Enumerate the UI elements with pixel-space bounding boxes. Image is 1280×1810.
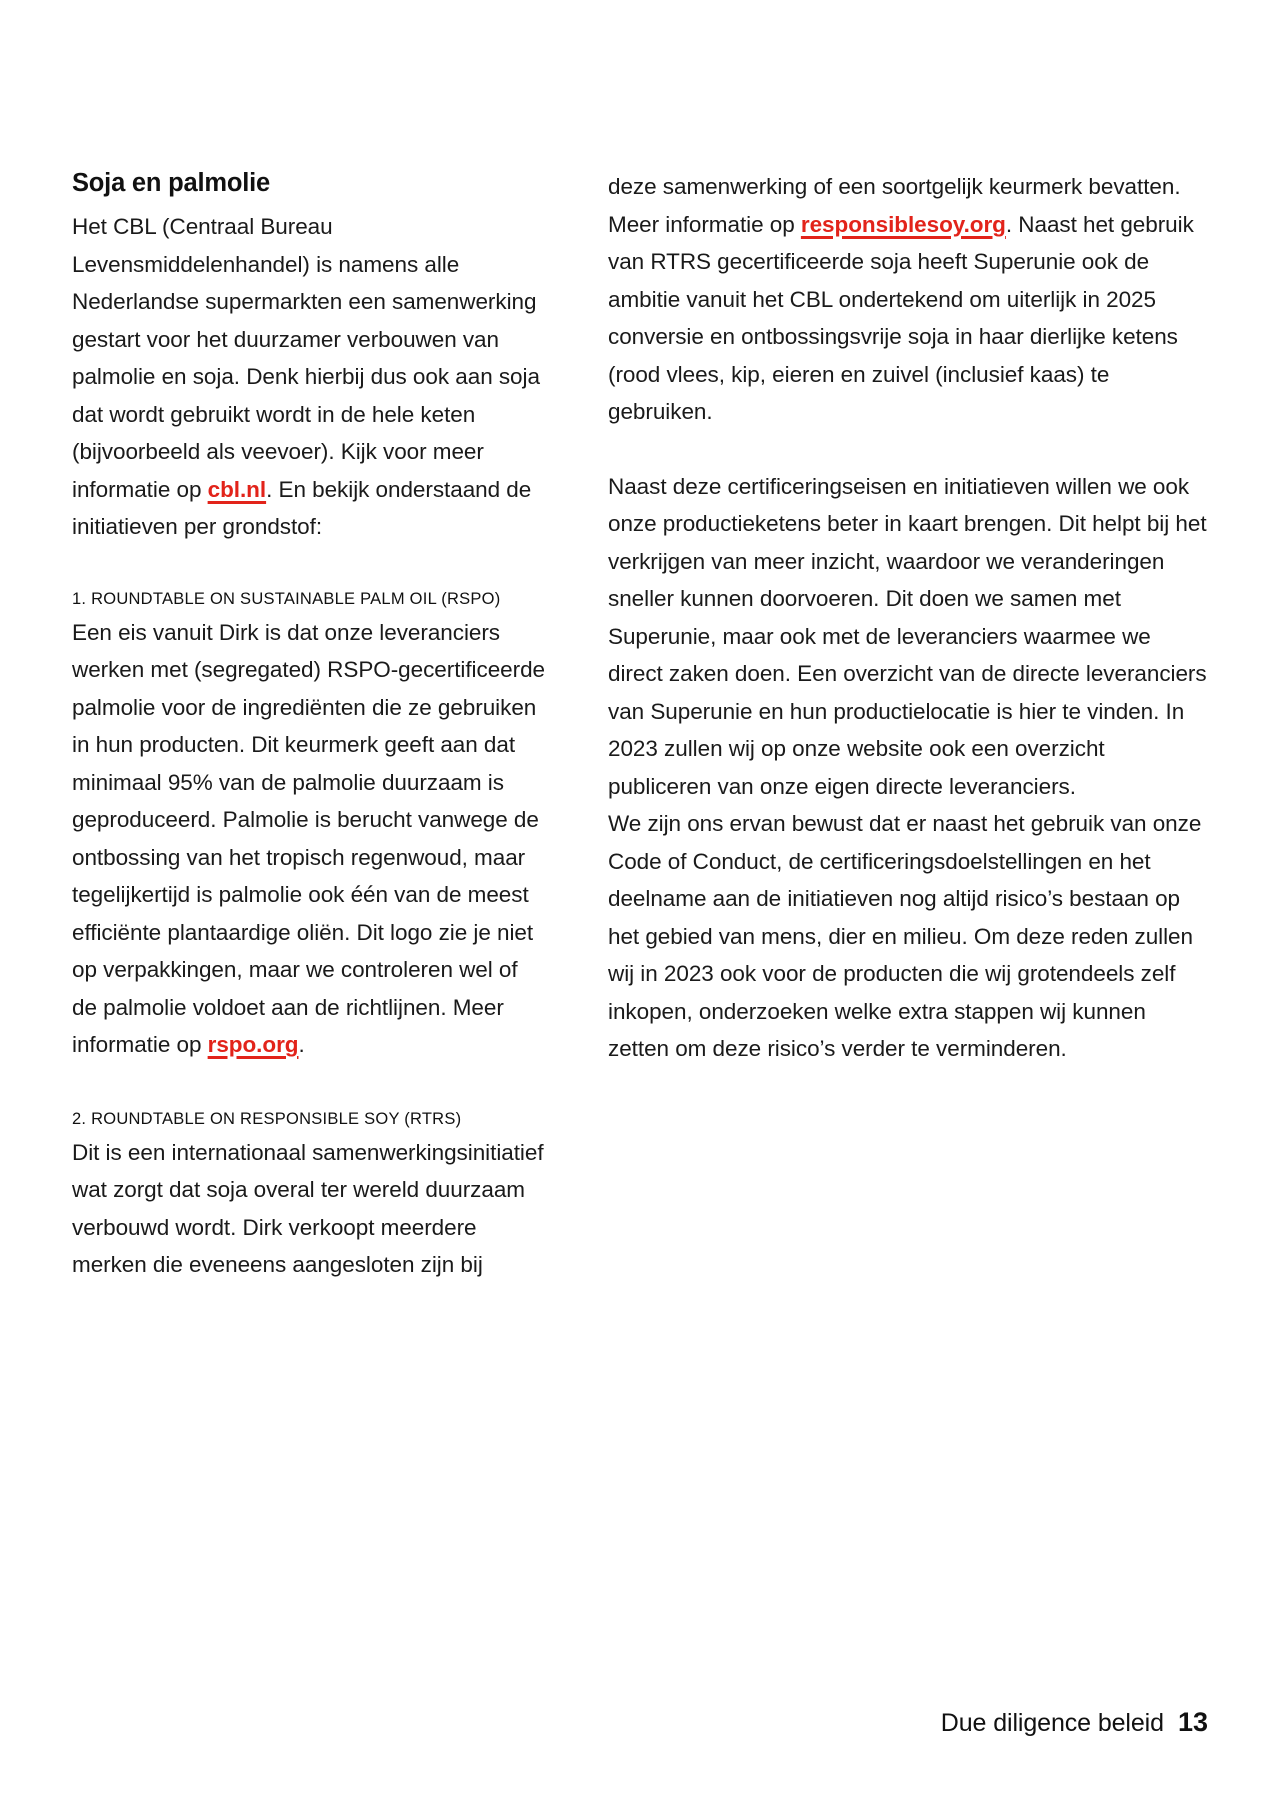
intro-paragraph: [72, 208, 546, 546]
rspo-link[interactable]: rspo.org: [207, 1032, 299, 1058]
responsiblesoy-link[interactable]: responsiblesoy.org: [800, 211, 1006, 237]
right-text-before-link: deze samenwerking of een soortgelijk keurmerk bevatten. Meer informatie op: [608, 174, 1181, 237]
rtrs-paragraph: Dit is een internationaal samenwerkingsinitiatief wat zorgt dat soja overal ter wereld duurzaam verbouwd wordt. Dirk verkoopt meerdere merken die eveneens aangesloten zijn bij: [72, 1139, 544, 1278]
paragraph-spacer-2: [72, 1064, 546, 1104]
rspo-text-before-link: Een eis vanuit Dirk is dat onze leveranciers werken met (segregated) RSPO-gecertificeerde palmolie voor de ingrediënten die ze gebruiken in hun producten. Dit keurmerk geeft aan dat minimaal 95% van de palmolie duurzaam is geproduceerd. Palmolie is berucht vanwege de ontbossing van het tropisch regenwoud, maar tegelijkertijd is palmolie ook één van de meest efficiënte plantaardige oliën. Dit logo zie je niet op verpakkingen, maar we controleren wel of de palmolie voldoet aan de richtlijnen. Meer informatie op: [72, 619, 546, 1058]
subheading-rspo: 1. ROUNDTABLE ON SUSTAINABLE PALM OIL (RSPO): [72, 589, 501, 608]
cbl-link[interactable]: cbl.nl: [207, 476, 267, 502]
subheading-rtrs: 2. ROUNDTABLE ON RESPONSIBLE SOY (RTRS): [72, 1109, 462, 1128]
right-text-after-link: . Naast het gebruik van RTRS gecertificeerde soja heeft Superunie ook de ambitie vanuit het CBL ondertekend om uiterlijk in 2025 conversie en ontbossingsvrije soja in haar dierlijke ketens (rood vlees, kip, eieren en zuivel (inclusief kaas) te gebruiken.: [608, 211, 1194, 424]
left-column: [72, 168, 546, 1284]
intro-text-before-link: Het CBL (Centraal Bureau Levensmiddelenhandel) is namens alle Nederlandse supermarkten een samenwerking gestart voor het duurzamer verbouwen van palmolie en soja. Denk hierbij dus ook aan soja dat wordt gebruikt wordt in de hele keten (bijvoorbeeld als veevoer). Kijk voor meer informatie op: [72, 214, 540, 502]
footer-label: Due diligence beleid: [940, 1709, 1164, 1737]
right-paragraph-3: We zijn ons ervan bewust dat er naast het gebruik van onze Code of Conduct, de certificeringsdoelstellingen en het deelname aan de initiatieven nog altijd risico’s bestaan op het gebied van mens, dier en milieu. Om deze reden zullen wij in 2023 ook voor de producten die wij grotendeels zelf inkopen, onderzoeken welke extra stappen wij kunnen zetten om deze risico’s verder te verminderen.: [608, 811, 1202, 1061]
right-column: [608, 168, 1208, 1068]
two-column-layout: [72, 168, 1208, 1284]
page-footer: [941, 1707, 1208, 1738]
page-title: Soja en palmolie: [72, 169, 271, 197]
paragraph-spacer: [72, 546, 546, 584]
rspo-paragraph: [72, 614, 546, 1064]
footer-page-number: 13: [1177, 1707, 1208, 1737]
intro-text-after-link: . En bekijk onderstaand de initiatieven per grondstof:: [72, 476, 532, 540]
right-paragraph-2: Naast deze certificeringseisen en initiatieven willen we ook onze productieketens beter in kaart brengen. Dit helpt bij het verkrijgen van meer inzicht, waardoor we veranderingen sneller kunnen doorvoeren. Dit doen we samen met Superunie, maar ook met de leveranciers waarmee we direct zaken doen. Een overzicht van de directe leveranciers van Superunie en hun productielocatie is hier te vinden. In 2023 zullen wij op onze website ook een overzicht publiceren van onze eigen directe leveranciers.: [608, 473, 1207, 799]
right-paragraph-1: [608, 168, 1208, 431]
rspo-text-after-link: .: [298, 1032, 305, 1058]
